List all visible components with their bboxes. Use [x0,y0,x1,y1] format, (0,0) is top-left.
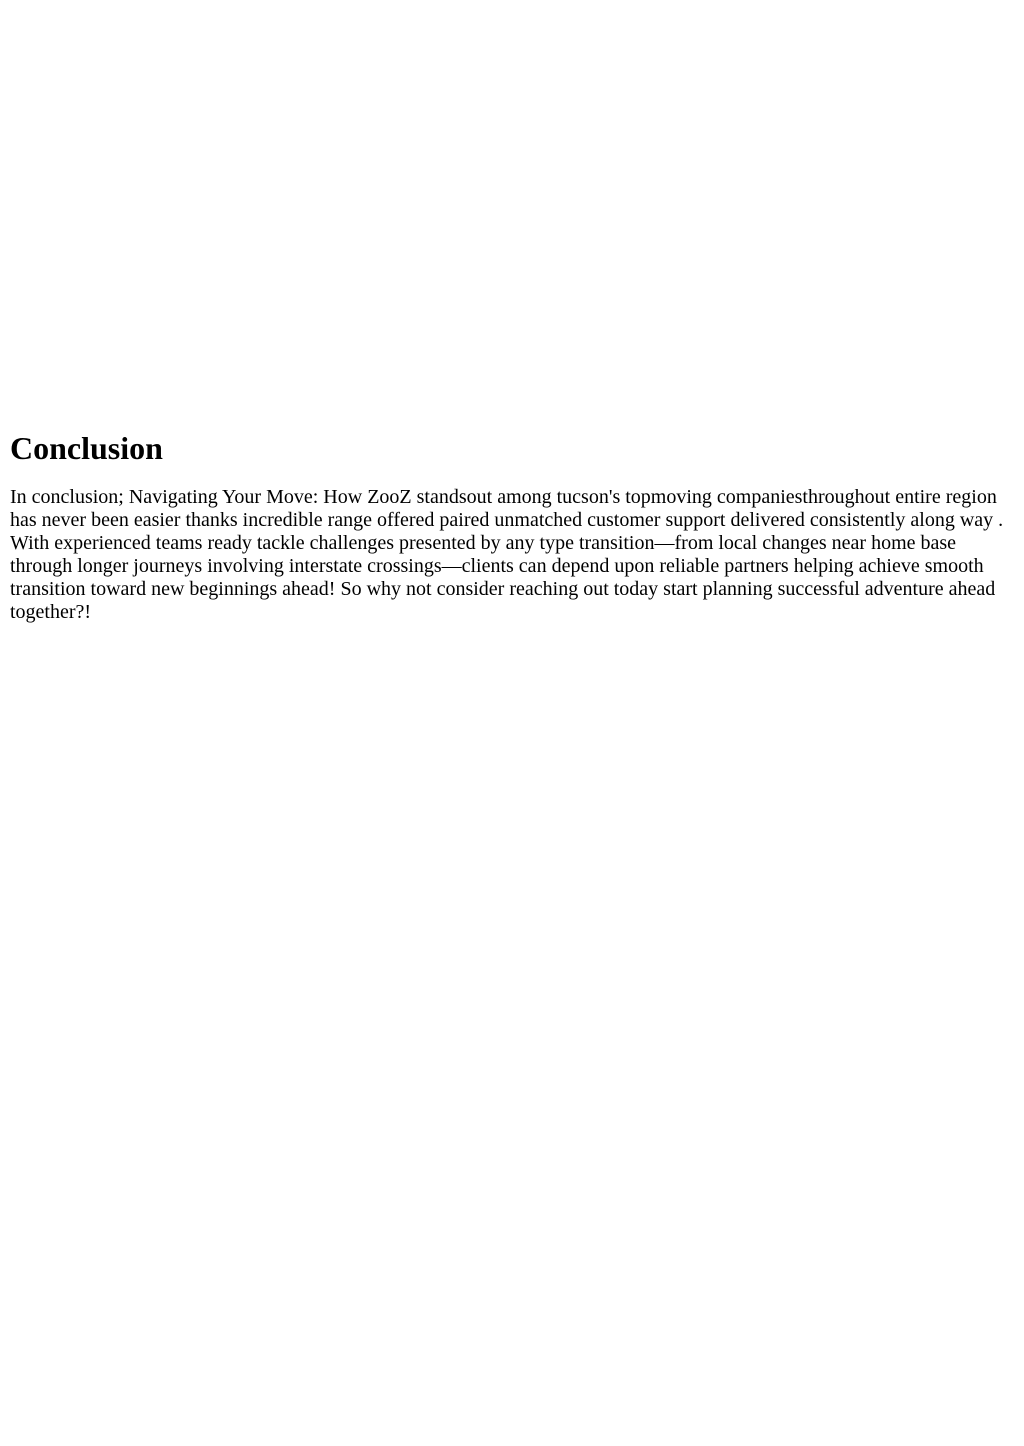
section-heading: Conclusion [10,430,163,466]
conclusion-paragraph: In conclusion; Navigating Your Move: How ZooZ standsout among tucson's topmoving companiesthroughout entire region has never been easier thanks incredible range offered paired unmatched customer support delivered consistently along way . With experienced teams ready tackle challenges presented by any type transition—from local changes near home base through longer journeys involving interstate crossings—clients can depend upon reliable partners helping achieve smooth transition toward new beginnings ahead! So why not consider reaching out today start planning successful adventure ahead together?! [10,486,1004,623]
document-body [10,428,1010,624]
